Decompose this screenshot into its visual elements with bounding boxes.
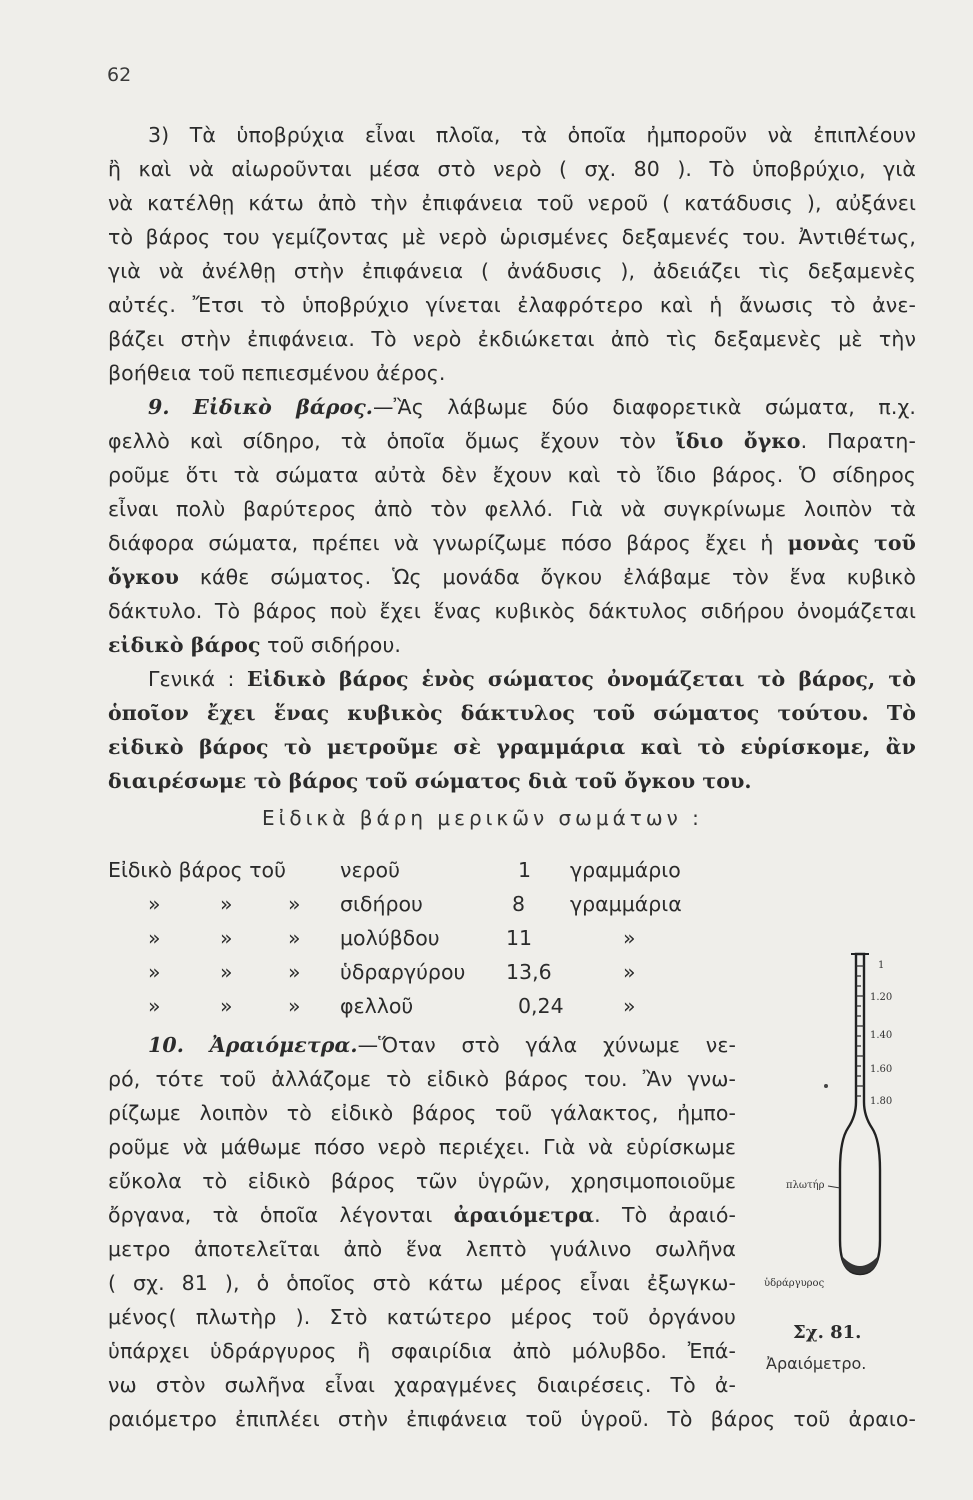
row-value: 0,24 [518,994,564,1018]
table-row [108,926,728,956]
row-substance: σιδήρου [340,892,423,916]
text-line: 3) Τὰ ὑποβρύχια εἶναι πλοῖα, τὰ ὁποῖα ἠμποροῦν νὰ ἐπιπλέουν [148,123,916,147]
text-line: εὔκολα τὸ εἰδικὸ βάρος τῶν ὑγρῶν, χρησιμοποιοῦμε [108,1169,736,1193]
ditto-mark: » [220,994,233,1018]
ditto-mark: » [288,960,301,984]
section-heading: Εἰδικὸ βάρος. [193,395,374,419]
smudge-dot [824,1084,828,1088]
section-number: 9. [148,395,170,419]
bold-term: ἴδιο ὄγκο [675,429,801,453]
row-value: 1 [518,858,532,882]
text-line: μένος( πλωτὴρ ). Στὸ κατώτερο μέρος τοῦ ὀργάνου [108,1305,736,1329]
text-line: δάκτυλο. Τὸ βάρος ποὺ ἔχει ἕνας κυβικὸς δάκτυλος σιδήρου ὀνομάζεται [108,599,916,623]
text-line: ραιόμετρο ἐπιπλέει στὴν ἐπιφάνεια τοῦ ὑγροῦ. Τὸ βάρος τοῦ ἀραιο- [108,1407,916,1431]
ditto-mark: » [288,892,301,916]
ditto-mark: » [220,892,233,916]
text-line [148,390,916,424]
ditto-mark: » [220,960,233,984]
text-line: μετρο ἀποτελεῖται ἀπὸ ἕνα λεπτὸ γυάλινο σωλῆνα [108,1237,736,1261]
row-value: 8 [512,892,526,916]
text-span: . Παρατη- [800,429,916,453]
text-line: ροῦμε νὰ μάθωμε πόσο νερὸ περιέχει. Γιὰ νὰ εὑρίσκωμε [108,1135,736,1159]
bold-definition: Εἰδικὸ βάρος ἑνὸς σώματος ὀνομάζεται τὸ βάρος, τὸ [247,667,916,691]
text-line [108,1198,736,1232]
ditto-mark: » [288,994,301,1018]
scale-label: 1.60 [870,1064,893,1075]
ditto-mark: » [220,926,233,950]
text-span: Γενικά : [148,667,235,691]
text-span: ὄργανα, τὰ ὁποῖα λέγονται [108,1203,433,1227]
text-line [108,628,916,662]
row-label: Εἰδικὸ βάρος τοῦ [108,858,286,882]
text-line: νω στὸν σωλῆνα εἶναι χαραγμένες διαιρέσεις. Τὸ ἀ- [108,1373,736,1397]
row-substance: νεροῦ [340,858,400,882]
row-substance: φελλοῦ [340,994,414,1018]
page-number: 62 [107,64,132,86]
text-line: ( σχ. 81 ), ὁ ὁποῖος στὸ κάτω μέρος εἶναι ἐξωγκω- [108,1271,736,1295]
text-line: ὑπάρχει ὑδράργυρος ἢ σφαιρίδια ἀπὸ μόλυβδο. Ἐπά- [108,1339,736,1363]
figure-number: Σχ. 81. [793,1322,862,1343]
bold-term: ὄγκου [108,565,179,589]
row-value: 11 [506,926,533,950]
text-span: φελλὸ καὶ σίδηρο, τὰ ὁποῖα ὅμως ἔχουν τὸν [108,429,656,453]
bold-term: ἀραιόμετρα [453,1203,595,1227]
text-span: —Ὅταν στὸ γάλα χύνωμε νε- [357,1033,736,1057]
table-row [108,858,728,888]
definition-line: εἰδικὸ βάρος τὸ μετροῦμε σὲ γραμμάρια καὶ τὸ εὑρίσκομε, ἂν [108,735,916,759]
text-line: ἢ καὶ νὰ αἰωροῦνται μέσα στὸ νερὸ ( σχ. 80 ). Τὸ ὑποβρύχιο, γιὰ [108,157,916,181]
ditto-mark: » [148,926,161,950]
text-line [108,526,916,560]
row-unit: » [623,960,636,984]
table-row [108,892,728,922]
text-line: βάζει στὴν ἐπιφάνεια. Τὸ νερὸ ἐκδιώκεται ἀπὸ τὶς δεξαμενὲς μὲ τὴν [108,327,916,351]
row-substance: ὑδραργύρου [340,960,466,984]
text-span: —Ἂς λάβωμε δύο διαφορετικὰ σώματα, π.χ. [373,395,917,419]
text-span: τοῦ σιδήρου. [267,633,402,657]
table-row [108,960,728,990]
text-line: γιὰ νὰ ἀνέλθῃ στὴν ἐπιφάνεια ( ἀνάδυσις ), ἀδειάζει τὶς δεξαμενὲς [108,259,916,283]
definition-line [148,662,916,696]
scale-label: 1.20 [870,992,893,1003]
text-line: τὸ βάρος του γεμίζοντας μὲ νερὸ ὡρισμένες δεξαμενές του. Ἀντιθέτως, [108,225,916,249]
ditto-mark: » [148,994,161,1018]
section-number: 10. [148,1033,184,1057]
text-span: διάφορα σώματα, πρέπει νὰ γνωρίζωμε πόσο βάρος ἔχει ἡ [108,531,774,555]
text-line: εἶναι πολὺ βαρύτερος ἀπὸ τὸν φελλό. Γιὰ νὰ συγκρίνωμε λοιπὸν τὰ [108,497,916,521]
text-line [108,424,916,458]
ditto-mark: » [148,960,161,984]
ditto-mark: » [288,926,301,950]
row-value: 13,6 [506,960,552,984]
figure-caption-title: Ἀραιόμετρο. [766,1354,867,1373]
hydrometer-figure [760,940,910,1300]
text-line [108,560,916,594]
row-unit: » [623,926,636,950]
row-unit: » [623,994,636,1018]
mercury-fill [842,1256,878,1274]
text-line: βοήθεια τοῦ πεπιεσμένου ἀέρος. [108,361,446,385]
row-substance: μολύβδου [340,926,440,950]
float-label: πλωτήρ [786,1180,825,1191]
mercury-label: ὑδράργυρος [764,1278,825,1289]
ditto-mark: » [148,892,161,916]
scale-label: 1.40 [870,1030,893,1041]
text-span: κάθε σώματος. Ὡς μονάδα ὄγκου ἐλάβαμε τὸν ἕνα κυβικὸ [199,565,916,589]
text-line: ρίζωμε λοιπὸν τὸ εἰδικὸ βάρος τοῦ γάλακτος, ἠμπο- [108,1101,736,1125]
scale-label: 1.80 [870,1096,893,1107]
text-line: αὐτές. Ἔτσι τὸ ὑποβρύχιο γίνεται ἐλαφρότερο καὶ ἡ ἄνωσις τὸ ἀνε- [108,293,916,317]
float-pointer [828,1186,840,1188]
definition-line: διαιρέσωμε τὸ βάρος τοῦ σώματος διὰ τοῦ ὄγκου του. [108,769,752,793]
row-unit: γραμμάρια [570,892,682,916]
bold-term: εἰδικὸ βάρος [108,633,261,657]
definition-line: ὁποῖον ἔχει ἕνας κυβικὸς δάκτυλος τοῦ σώματος τούτου. Τὸ [108,701,916,725]
text-span: . Τὸ ἀραιό- [594,1203,736,1227]
table-caption: Εἰδικὰ βάρη μερικῶν σωμάτων : [262,806,703,830]
figure-caption-number [793,1322,861,1343]
scale-label: 1 [878,960,885,971]
text-line: νὰ κατέλθῃ κάτω ἀπὸ τὴν ἐπιφάνεια τοῦ νεροῦ ( κατάδυσις ), αὐξάνει [108,191,916,215]
text-line: ροῦμε ὅτι τὰ σώματα αὐτὰ δὲν ἔχουν καὶ τὸ ἴδιο βάρος. Ὁ σίδηρος [108,463,916,487]
text-line: ρό, τότε τοῦ ἀλλάζομε τὸ εἰδικὸ βάρος του. Ἂν γνω- [108,1067,736,1091]
text-line [148,1028,736,1062]
section-heading: Ἀραιόμετρα. [209,1033,358,1057]
table-row [108,994,728,1024]
bold-term: μονὰς τοῦ [787,531,917,555]
row-unit: γραμμάριο [570,858,681,882]
scale-ticks [856,966,864,1096]
